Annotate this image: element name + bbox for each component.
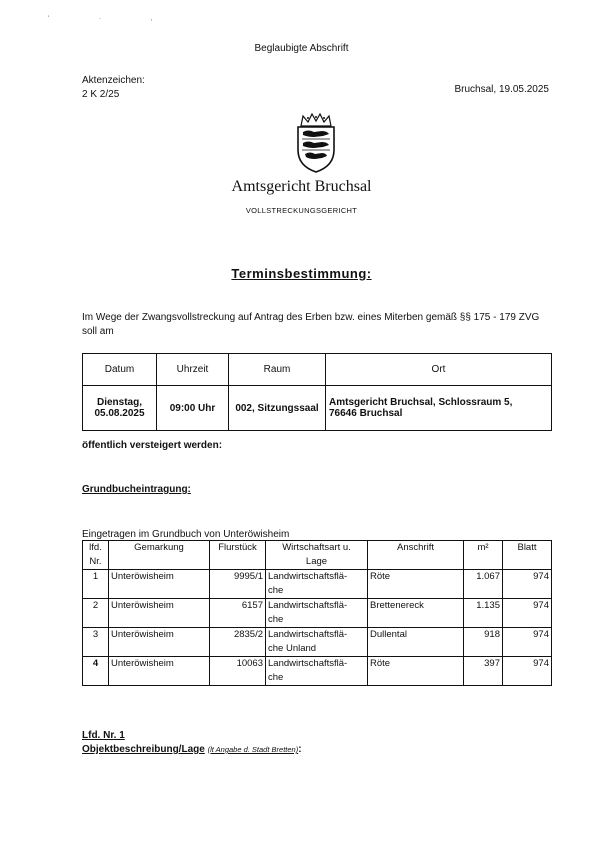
schedule-header-place: Ort bbox=[326, 354, 552, 386]
row-m2: 918 bbox=[464, 628, 503, 657]
header-blatt: Blatt bbox=[503, 541, 552, 570]
row-blatt: 974 bbox=[503, 599, 552, 628]
row-wirtschaftsart-line2: che bbox=[268, 614, 284, 625]
row-wirtschaftsart bbox=[266, 570, 368, 599]
table-row bbox=[83, 570, 552, 599]
header-wirtschaftsart bbox=[266, 541, 368, 570]
certified-copy-label: Beglaubigte Abschrift bbox=[254, 43, 349, 54]
schedule-place-line2: 76646 Bruchsal bbox=[329, 408, 403, 419]
row-m2: 1.067 bbox=[464, 570, 503, 599]
row-anschrift: Dullental bbox=[368, 628, 464, 657]
row-wirtschaftsart-line1: Landwirtschaftsflä- bbox=[268, 629, 348, 640]
coat-of-arms-icon bbox=[292, 112, 340, 174]
row-wirtschaftsart-line1: Landwirtschaftsflä- bbox=[268, 571, 348, 582]
auction-text: öffentlich versteigert werden: bbox=[82, 440, 223, 451]
row-gemarkung: Unteröwisheim bbox=[109, 628, 210, 657]
schedule-table bbox=[82, 353, 552, 431]
schedule-header-room: Raum bbox=[229, 354, 326, 386]
header-m2: m² bbox=[464, 541, 503, 570]
header-wirtschaftsart-line1: Wirtschaftsart u. bbox=[282, 542, 351, 553]
header-nr: Nr. bbox=[89, 556, 102, 567]
schedule-time: 09:00 Uhr bbox=[157, 386, 229, 431]
row-blatt: 974 bbox=[503, 570, 552, 599]
row-gemarkung: Unteröwisheim bbox=[109, 657, 210, 686]
object-lfd-heading: Lfd. Nr. 1 bbox=[82, 730, 125, 741]
header-flurstueck: Flurstück bbox=[210, 541, 266, 570]
table-row bbox=[83, 657, 552, 686]
object-description-line bbox=[82, 744, 302, 755]
schedule-date-line2: 05.08.2025 bbox=[94, 408, 145, 419]
row-wirtschaftsart bbox=[266, 657, 368, 686]
row-flurstueck: 10063 bbox=[210, 657, 266, 686]
table-row bbox=[83, 628, 552, 657]
row-wirtschaftsart-line2: che bbox=[268, 585, 284, 596]
row-gemarkung: Unteröwisheim bbox=[109, 599, 210, 628]
scan-marks: ' · , bbox=[48, 16, 177, 22]
header-lfd: lfd. bbox=[89, 542, 102, 553]
object-description-heading: Objektbeschreibung/Lage bbox=[82, 744, 205, 755]
place-date: Bruchsal, 19.05.2025 bbox=[454, 84, 549, 95]
schedule-room: 002, Sitzungssaal bbox=[229, 386, 326, 431]
schedule-place-line1: Amtsgericht Bruchsal, Schlossraum 5, bbox=[329, 397, 513, 408]
schedule-header-time: Uhrzeit bbox=[157, 354, 229, 386]
schedule-date-line1: Dienstag, bbox=[96, 397, 142, 408]
schedule-row bbox=[83, 386, 552, 431]
header-wirtschaftsart-line2: Lage bbox=[305, 556, 328, 567]
file-number: 2 K 2/25 bbox=[82, 89, 120, 100]
row-flurstueck: 6157 bbox=[210, 599, 266, 628]
row-nr: 4 bbox=[83, 657, 109, 686]
schedule-date bbox=[83, 386, 157, 431]
row-blatt: 974 bbox=[503, 628, 552, 657]
header-gemarkung: Gemarkung bbox=[109, 541, 210, 570]
row-wirtschaftsart-line1: Landwirtschaftsflä- bbox=[268, 658, 348, 669]
table-row bbox=[83, 599, 552, 628]
land-register-heading: Grundbucheintragung: bbox=[82, 484, 191, 495]
land-register-table bbox=[82, 540, 552, 686]
header-anschrift: Anschrift bbox=[368, 541, 464, 570]
row-anschrift: Röte bbox=[368, 657, 464, 686]
row-nr: 2 bbox=[83, 599, 109, 628]
row-wirtschaftsart bbox=[266, 628, 368, 657]
court-name: Amtsgericht Bruchsal bbox=[231, 178, 372, 195]
document-title: Terminsbestimmung: bbox=[231, 266, 372, 281]
file-number-label: Aktenzeichen: bbox=[82, 75, 145, 86]
land-register-header-row bbox=[83, 541, 552, 570]
row-wirtschaftsart-line2: che Unland bbox=[268, 643, 317, 654]
header-lfd-nr bbox=[83, 541, 109, 570]
row-wirtschaftsart-line2: che bbox=[268, 672, 284, 683]
row-anschrift: Brettenereck bbox=[368, 599, 464, 628]
object-description-note: (lt Angabe d. Stadt Bretten) bbox=[207, 745, 299, 754]
row-m2: 1.135 bbox=[464, 599, 503, 628]
land-register-registered-in: Eingetragen im Grundbuch von Unteröwisheim bbox=[82, 529, 290, 540]
schedule-header-row bbox=[83, 354, 552, 386]
row-blatt: 974 bbox=[503, 657, 552, 686]
row-m2: 397 bbox=[464, 657, 503, 686]
row-anschrift: Röte bbox=[368, 570, 464, 599]
row-nr: 1 bbox=[83, 570, 109, 599]
row-wirtschaftsart-line1: Landwirtschaftsflä- bbox=[268, 600, 348, 611]
row-flurstueck: 9995/1 bbox=[210, 570, 266, 599]
row-gemarkung: Unteröwisheim bbox=[109, 570, 210, 599]
file-number-block bbox=[82, 74, 145, 102]
schedule-header-date: Datum bbox=[83, 354, 157, 386]
row-nr: 3 bbox=[83, 628, 109, 657]
object-description-colon: : bbox=[298, 744, 302, 755]
intro-text: Im Wege der Zwangsvollstreckung auf Antrag des Erben bzw. eines Miterben gemäß §§ 175 - 179 ZVG soll am bbox=[82, 312, 540, 337]
row-flurstueck: 2835/2 bbox=[210, 628, 266, 657]
row-wirtschaftsart bbox=[266, 599, 368, 628]
court-department: VOLLSTRECKUNGSGERICHT bbox=[245, 206, 358, 215]
schedule-place bbox=[326, 386, 552, 431]
